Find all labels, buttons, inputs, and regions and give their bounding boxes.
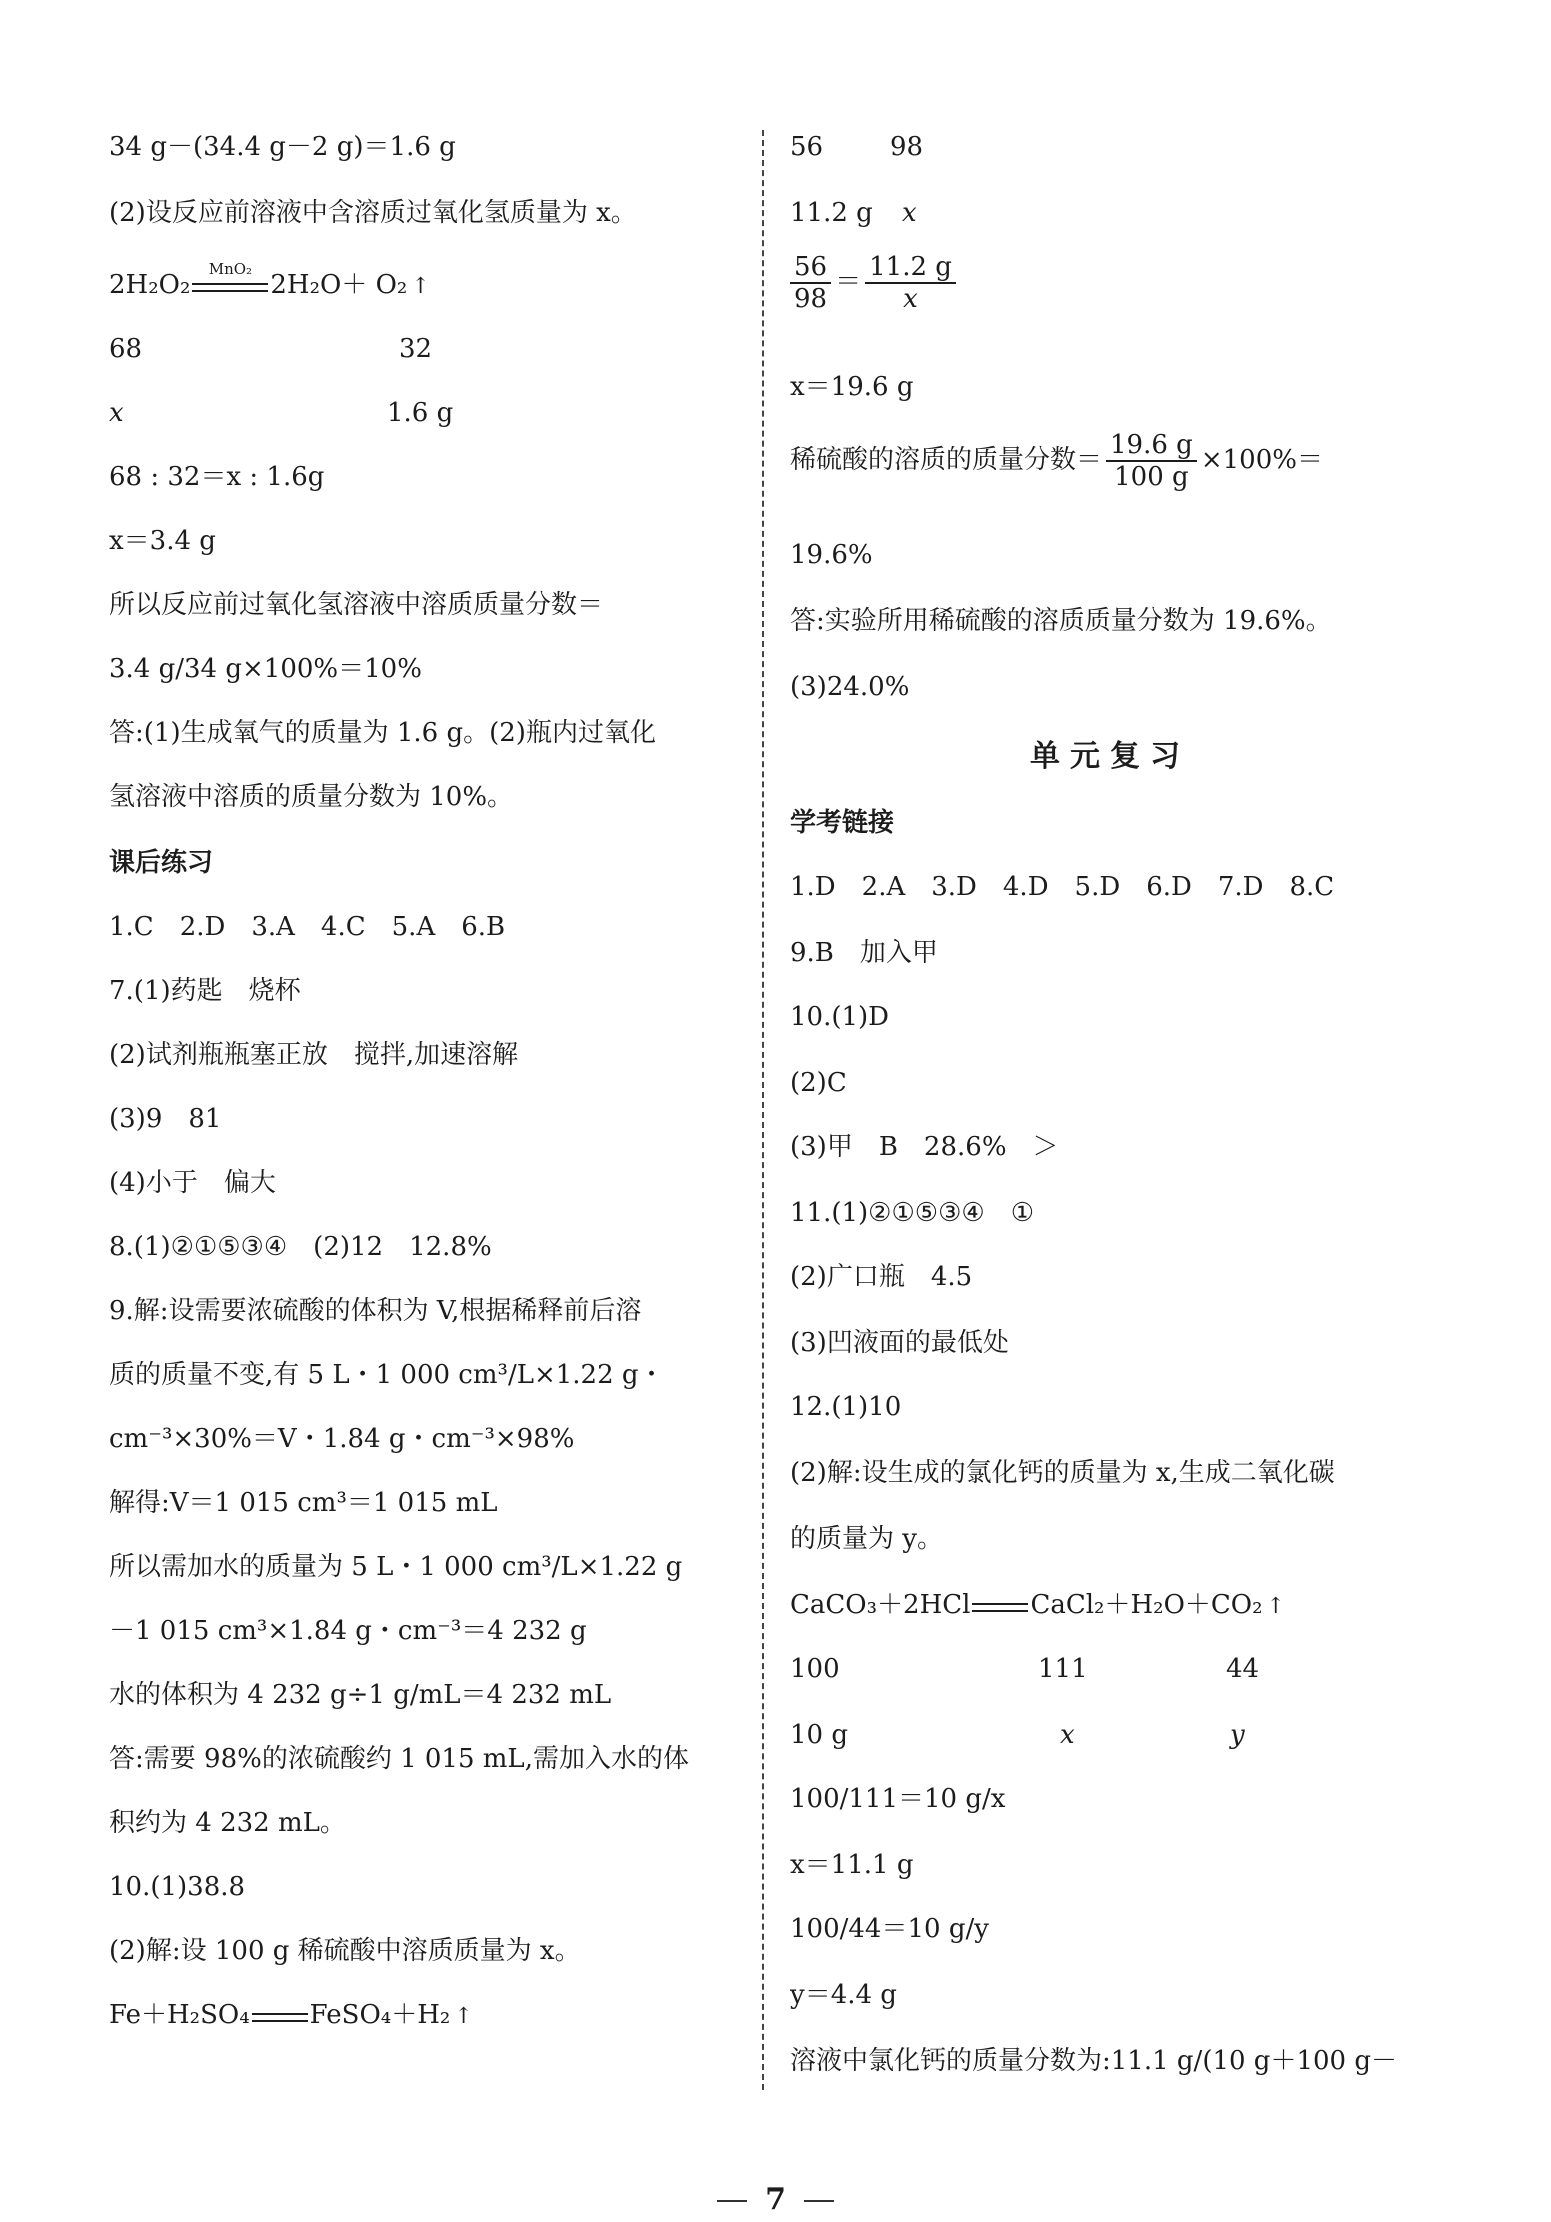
chemical-equation (109, 260, 430, 304)
fraction: $\frac{19.6 g}{100 g}$ (1106, 430, 1197, 492)
text-line: (2)广口瓶 4.5 (790, 1262, 973, 1292)
text-line: 解得:V＝1 015 cm³＝1 015 mL (109, 1488, 498, 1518)
text-line: x＝3.4 g (109, 526, 216, 556)
text-line: 8.(1)②①⑤③④ (2)12 12.8% (109, 1232, 492, 1262)
text-line: y＝4.4 g (790, 1980, 897, 2010)
text-line: 所以反应前过氧化氢溶液中溶质质量分数＝ (109, 590, 604, 620)
section-heading: 课后练习 (109, 848, 214, 878)
text-line: cm⁻³×30%＝V・1.84 g・cm⁻³×98% (109, 1424, 575, 1454)
text-line: 11.(1)②①⑤③④ ① (790, 1198, 1035, 1228)
text-line: 56 98 (790, 132, 924, 162)
text-line: 1.C 2.D 3.A 4.C 5.A 6.B (109, 912, 506, 942)
fraction-equation: $\frac{56}{98}$ ＝ $\frac{11.2 g}{x}$ (790, 252, 960, 314)
equation-reactants: 2H₂O₂ (109, 270, 191, 300)
text-line: (3)甲 B 28.6% ＞ (790, 1132, 1059, 1162)
text-line: (4)小于 偏大 (109, 1168, 276, 1198)
reaction-arrow (192, 260, 268, 303)
fraction-equation: 稀硫酸的溶质的质量分数＝ $\frac{19.6 g}{100 g}$ ×100%＝ (790, 430, 1323, 492)
text-line: (2)C (790, 1068, 847, 1098)
text-line: 水的体积为 4 232 g÷1 g/mL＝4 232 mL (109, 1680, 612, 1710)
text-line: 10.(1)38.8 (109, 1872, 246, 1902)
text-line: (2)试剂瓶瓶塞正放 搅拌,加速溶解 (109, 1040, 519, 1070)
text-line: 10.(1)D (790, 1002, 890, 1032)
section-title: 单元复习 (1030, 739, 1190, 774)
gas-arrow-icon: ↑ (411, 274, 430, 299)
text-line: 9.解:设需要浓硫酸的体积为 V,根据稀释前后溶 (109, 1296, 642, 1326)
text-line: x 1.6 g (109, 398, 454, 428)
text-line: 答:(1)生成氧气的质量为 1.6 g。(2)瓶内过氧化 (109, 718, 656, 748)
page-footer (0, 2182, 1551, 2217)
text-line: 氢溶液中溶质的质量分数为 10%。 (109, 782, 514, 812)
text-line: (3)9 81 (109, 1104, 222, 1134)
text-line: 10 g x y (790, 1720, 1245, 1750)
footer-dash (804, 2200, 834, 2202)
text-line: 100 111 44 (790, 1654, 1260, 1684)
text-line: 答:实验所用稀硫酸的溶质质量分数为 19.6%。 (790, 606, 1332, 636)
reaction-arrow (972, 1589, 1028, 1623)
equation-reactants: Fe＋H₂SO₄ (109, 2000, 250, 2030)
text-line: 11.2 g x (790, 198, 917, 228)
text-line: 积约为 4 232 mL。 (109, 1808, 346, 1838)
text-line: 9.B 加入甲 (790, 938, 938, 968)
text-line: 质的质量不变,有 5 L・1 000 cm³/L×1.22 g・ (109, 1360, 665, 1390)
equation-products: CaCl₂＋H₂O＋CO₂ (1030, 1590, 1263, 1620)
gas-arrow-icon: ↑ (1266, 1594, 1285, 1619)
text-line: －1 015 cm³×1.84 g・cm⁻³＝4 232 g (109, 1616, 587, 1646)
text-line: (3)24.0% (790, 672, 910, 702)
equation-reactants: CaCO₃＋2HCl (790, 1590, 971, 1620)
text-line: 100/111＝10 g/x (790, 1784, 1006, 1814)
text-line: 68 32 (109, 334, 433, 364)
equation-products: FeSO₄＋H₂ (309, 2000, 451, 2030)
footer-dash (717, 2200, 747, 2202)
text-line: x＝19.6 g (790, 372, 914, 402)
text-line: 所以需加水的质量为 5 L・1 000 cm³/L×1.22 g (109, 1552, 683, 1582)
text-line: 12.(1)10 (790, 1392, 902, 1422)
text-line: 34 g－(34.4 g－2 g)＝1.6 g (109, 132, 456, 162)
text-line: 100/44＝10 g/y (790, 1914, 989, 1944)
text-line: 19.6% (790, 540, 873, 570)
text-line: (3)凹液面的最低处 (790, 1328, 1009, 1358)
page-number: 7 (765, 2182, 786, 2217)
reaction-arrow (252, 1999, 308, 2033)
gas-arrow-icon: ↑ (454, 2004, 473, 2029)
text-line: (2)设反应前溶液中含溶质过氧化氢质量为 x。 (109, 198, 637, 228)
chemical-equation (790, 1588, 1285, 1624)
text-line: 7.(1)药匙 烧杯 (109, 976, 301, 1006)
column-divider (762, 130, 764, 2090)
text-line: 3.4 g/34 g×100%＝10% (109, 654, 422, 684)
text-line: (2)解:设生成的氯化钙的质量为 x,生成二氧化碳 (790, 1458, 1335, 1488)
text-line: (2)解:设 100 g 稀硫酸中溶质质量为 x。 (109, 1936, 581, 1966)
text-line: 溶液中氯化钙的质量分数为:11.1 g/(10 g＋100 g－ (790, 2046, 1397, 2076)
text-line: 68 : 32＝x : 1.6g (109, 462, 325, 492)
text-line: 答:需要 98%的浓硫酸约 1 015 mL,需加入水的体 (109, 1744, 689, 1774)
text-line: x＝11.1 g (790, 1850, 914, 1880)
text-line: 1.D 2.A 3.D 4.D 5.D 6.D 7.D 8.C (790, 872, 1335, 902)
equation-products: 2H₂O＋ O₂ (270, 270, 408, 300)
section-heading: 学考链接 (790, 808, 895, 838)
reaction-condition: MnO₂ (208, 260, 253, 278)
text-line: 的质量为 y。 (790, 1524, 943, 1554)
fraction: $\frac{56}{98}$ (790, 252, 831, 314)
fraction: $\frac{11.2 g}{x}$ (865, 252, 956, 314)
chemical-equation (109, 1998, 473, 2034)
